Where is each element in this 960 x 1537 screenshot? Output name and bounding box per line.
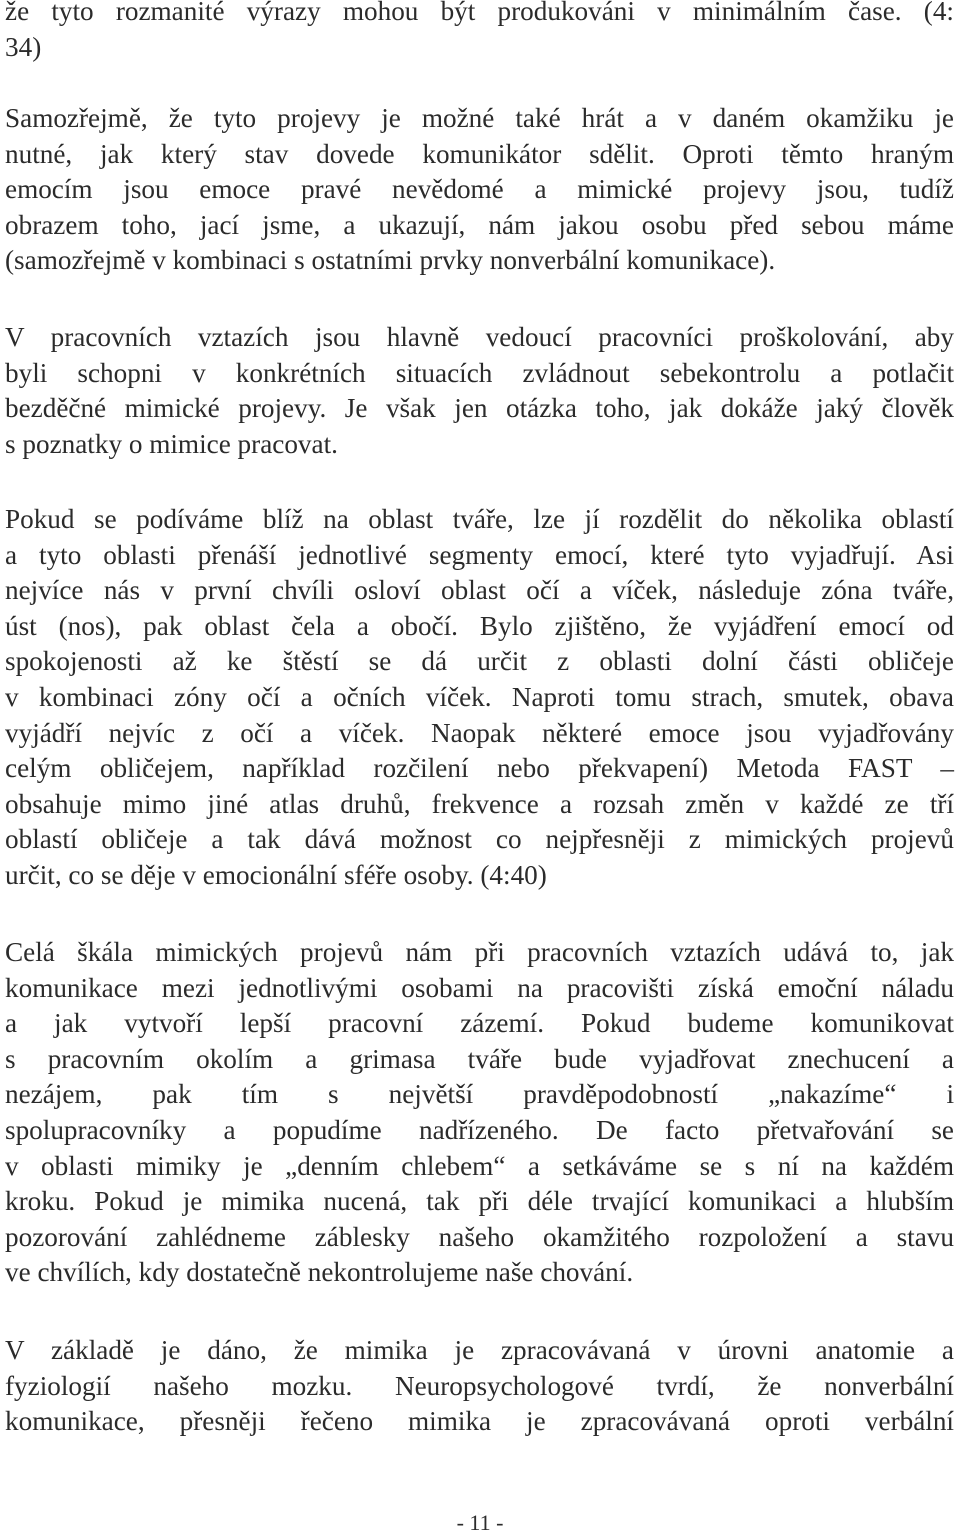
paragraph-line: bezděčné mimické projevy. Je však jen otázka toho, jak dokáže jaký člověk [5, 393, 954, 424]
paragraph-line: pozorování zahlédneme záblesky našeho okamžitého rozpoložení a stavu [5, 1221, 954, 1252]
paragraph-line: Samozřejmě, že tyto projevy je možné také hrát a v daném okamžiku je [5, 103, 954, 133]
paragraph-line: emocím jsou emoce pravé nevědomé a mimické projevy jsou, tudíž [5, 174, 954, 205]
paragraph-line: určit, co se děje v emocionální sféře osoby. (4:40) [5, 859, 547, 890]
paragraph-line: a jak vytvoří lepší pracovní zázemí. Pokud budeme komunikovat [5, 1008, 954, 1039]
paragraph-line: ve chvílích, kdy dostatečně nekontrolujeme naše chování. [5, 1257, 634, 1288]
paragraph-4 [5, 502, 954, 894]
paragraph-line: a tyto oblasti přenáší jednotlivé segmenty emocí, které tyto vyjadřují. Asi [5, 539, 954, 570]
paragraph-3 [5, 320, 954, 462]
paragraph-line: s poznatky o mimice pracovat. [5, 428, 338, 459]
paragraph-1 [5, 0, 954, 65]
paragraph-line: komunikace mezi jednotlivými osobami na pracovišti získá emoční náladu [5, 972, 954, 1003]
paragraph-line: V pracovních vztazích jsou hlavně vedoucí pracovníci proškolování, aby [5, 322, 954, 352]
paragraph-line: v oblasti mimiky je „denním chlebem“ a setkáváme se s ní na každém [5, 1150, 954, 1181]
paragraph-line: Celá škála mimických projevů nám při pracovních vztazích udává to, jak [5, 937, 954, 967]
paragraph-line: vyjádří nejvíc z očí a víček. Naopak některé emoce jsou vyjadřovány [5, 717, 954, 748]
paragraph-line: nutné, jak který stav dovede komunikátor sdělit. Oproti těmto hraným [5, 138, 954, 169]
paragraph-2 [5, 101, 954, 279]
paragraph-line: fyziologií našeho mozku. Neuropsychologové tvrdí, že nonverbální [5, 1370, 954, 1401]
paragraph-line: že tyto rozmanité výrazy mohou být produkováni v minimálním čase. (4: [5, 0, 954, 26]
paragraph-5 [5, 935, 954, 1291]
paragraph-line: obrazem toho, jací jsme, a ukazují, nám jakou osobu před sebou máme [5, 209, 954, 240]
paragraph-line: kroku. Pokud je mimika nucená, tak při déle trvající komunikaci a hlubším [5, 1186, 954, 1217]
paragraph-line: spolupracovníky a popudíme nadřízeného. De facto přetvařování se [5, 1114, 954, 1145]
paragraph-line: v kombinaci zóny očí a očních víček. Naproti tomu strach, smutek, obava [5, 681, 954, 712]
paragraph-line: obsahuje mimo jiné atlas druhů, frekvence a rozsah změn v každé ze tří [5, 788, 954, 819]
paragraph-line: oblastí obličeje a tak dává možnost co nejpřesněji z mimických projevů [5, 824, 954, 855]
paragraph-line: V základě je dáno, že mimika je zpracovávaná v úrovni anatomie a [5, 1335, 954, 1365]
page-number: - 11 - [456, 1510, 504, 1535]
paragraph-line: 34) [5, 31, 42, 62]
paragraph-line: nejvíce nás v první chvíli osloví oblast očí a víček, následuje zóna tváře, [5, 575, 954, 606]
paragraph-line: celým obličejem, například rozčilení nebo překvapení) Metoda FAST – [5, 753, 954, 784]
paragraph-line: úst (nos), pak oblast čela a obočí. Bylo zjištěno, že vyjádření emocí od [5, 610, 954, 641]
paragraph-line: Pokud se podíváme blíž na oblast tváře, lze jí rozdělit do několika oblastí [5, 504, 954, 534]
paragraph-6 [5, 1333, 954, 1440]
paragraph-line: komunikace, přesněji řečeno mimika je zpracovávaná oproti verbální [5, 1406, 954, 1437]
paragraph-line: s pracovním okolím a grimasa tváře bude vyjadřovat znechucení a [5, 1043, 954, 1074]
paragraph-line: nezájem, pak tím s největší pravděpodobností „nakazíme“ i [5, 1079, 954, 1110]
paragraph-line: (samozřejmě v kombinaci s ostatními prvky nonverbální komunikace). [5, 245, 776, 276]
paragraph-line: byli schopni v konkrétních situacích zvládnout sebekontrolu a potlačit [5, 357, 954, 388]
paragraph-line: spokojenosti až ke štěstí se dá určit z oblasti dolní části obličeje [5, 646, 954, 677]
